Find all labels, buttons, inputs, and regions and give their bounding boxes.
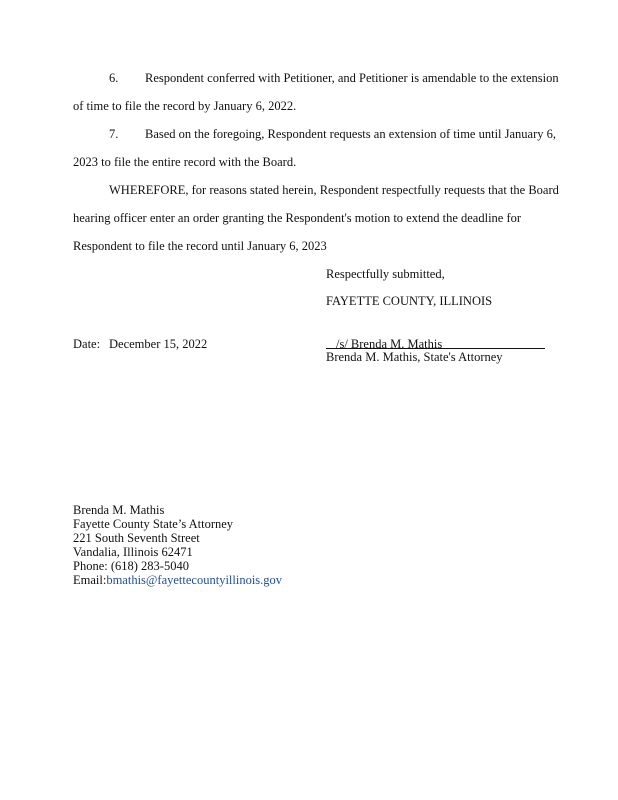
- electronic-signature: /s/ Brenda M. Mathis: [336, 337, 443, 351]
- paragraph-7-line-1: Based on the foregoing, Respondent requests an extension of time until January 6,: [145, 127, 557, 141]
- contact-phone: (618) 283-5040: [110, 559, 189, 573]
- wherefore-line-3: Respondent to file the record until January 6, 2023: [73, 239, 327, 253]
- signature-line: [326, 348, 545, 349]
- contact-city: Vandalia, Illinois 62471: [73, 545, 193, 559]
- contact-office: Fayette County State’s Attorney: [73, 517, 234, 531]
- paragraph-7-number: 7.: [109, 127, 119, 141]
- signer-name-title: Brenda M. Mathis, State's Attorney: [326, 350, 503, 364]
- contact-name: Brenda M. Mathis: [73, 503, 165, 517]
- paragraph-6-line-2: of time to file the record by January 6, 2022.: [73, 99, 297, 113]
- contact-email-row: [73, 573, 282, 588]
- contact-email-label: Email:: [73, 573, 107, 587]
- paragraph-7-line-2: 2023 to file the entire record with the Board.: [73, 155, 297, 169]
- contact-email-link[interactable]: bmathis@fayettecountyillinois.gov: [106, 573, 283, 587]
- closing-respectfully: Respectfully submitted,: [326, 267, 445, 281]
- contact-phone-row: [73, 559, 189, 574]
- date-label: Date:: [73, 337, 101, 351]
- contact-phone-label: Phone:: [73, 559, 108, 573]
- wherefore-line-1: WHEREFORE, for reasons stated herein, Respondent respectfully requests that the Board: [109, 183, 559, 197]
- closing-party: FAYETTE COUNTY, ILLINOIS: [326, 294, 493, 308]
- date-value: December 15, 2022: [109, 337, 208, 351]
- paragraph-6-line-1: Respondent conferred with Petitioner, and Petitioner is amendable to the extension: [145, 71, 559, 85]
- wherefore-line-2: hearing officer enter an order granting the Respondent's motion to extend the deadline for: [73, 211, 522, 225]
- paragraph-6-number: 6.: [109, 71, 119, 85]
- contact-street: 221 South Seventh Street: [73, 531, 200, 545]
